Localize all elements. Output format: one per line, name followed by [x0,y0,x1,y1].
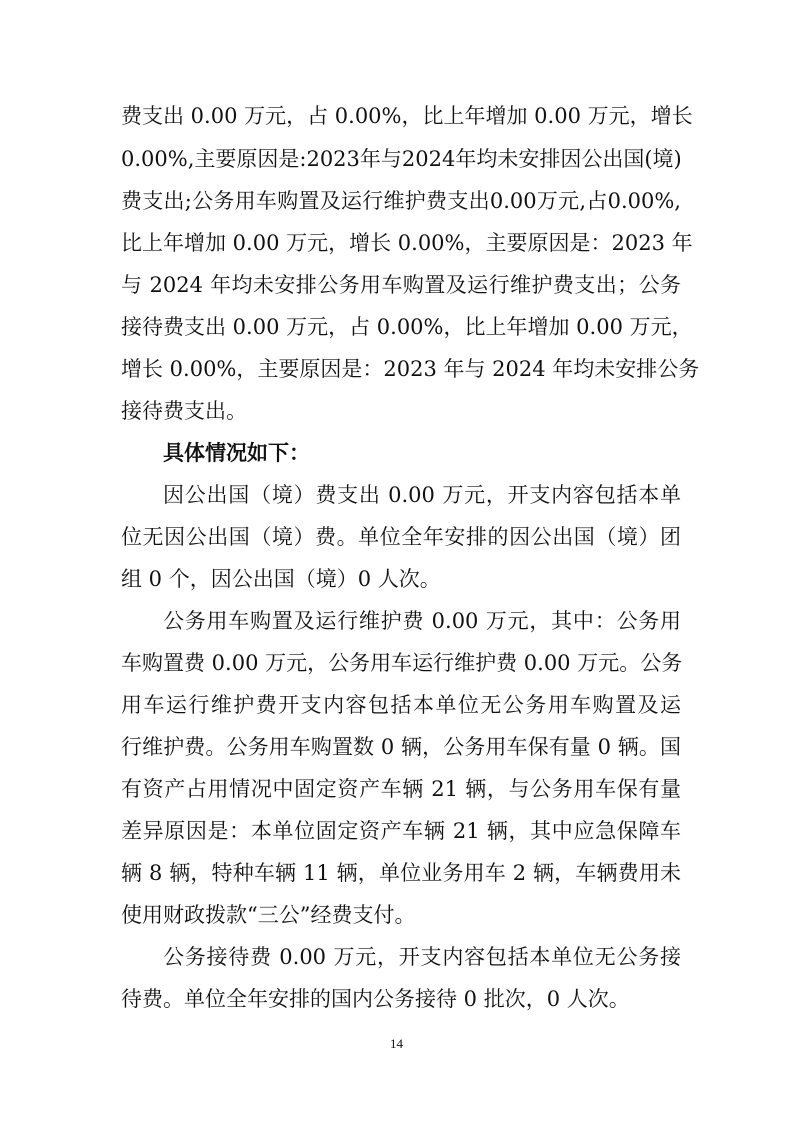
text-line: 费支出 0.00 万元，占 0.00%，比上年增加 0.00 万元，增长 [121,104,693,128]
text-line: 用车运行维护费开支内容包括本单位无公务用车购置及运 [121,693,681,717]
section-heading: 具体情况如下： [163,440,310,465]
text-line: 增长 0.00%，主要原因是：2023 年与 2024 年均未安排公务 [121,357,700,381]
page-number: 14 [390,1036,403,1051]
text-line: 位无因公出国（境）费。单位全年安排的因公出国（境）团 [121,525,681,549]
text-line: 费支出;公务用车购置及运行维护费支出0.00万元,占0.00%, [121,189,681,213]
text-line: 因公出国（境）费支出 0.00 万元，开支内容包括本单 [163,483,681,507]
text-line: 有资产占用情况中固定资产车辆 21 辆，与公务用车保有量 [121,777,681,801]
text-line: 车购置费 0.00 万元，公务用车运行维护费 0.00 万元。公务 [121,651,683,675]
text-line: 辆 8 辆，特种车辆 11 辆，单位业务用车 2 辆，车辆费用未 [121,861,681,885]
text-line: 接待费支出 0.00 万元，占 0.00%，比上年增加 0.00 万元， [121,315,693,339]
text-line: 公务接待费 0.00 万元，开支内容包括本单位无公务接 [163,945,681,969]
text-line: 使用财政拨款“三公”经费支付。 [121,903,416,927]
text-line: 接待费支出。 [121,399,247,423]
text-line: 行维护费。公务用车购置数 0 辆，公务用车保有量 0 辆。国 [121,735,681,759]
text-line: 0.00%,主要原因是:2023年与2024年均未安排因公出国(境) [121,147,682,171]
text-line: 比上年增加 0.00 万元，增长 0.00%，主要原因是：2023 年 [121,231,693,255]
text-line: 公务用车购置及运行维护费 0.00 万元，其中：公务用 [163,609,681,633]
text-line: 待费。单位全年安排的国内公务接待 0 批次，0 人次。 [121,987,630,1011]
text-line: 与 2024 年均未安排公务用车购置及运行维护费支出；公务 [121,273,681,297]
text-line: 组 0 个，因公出国（境）0 人次。 [121,567,441,591]
text-line: 差异原因是：本单位固定资产车辆 21 辆，其中应急保障车 [121,819,681,843]
